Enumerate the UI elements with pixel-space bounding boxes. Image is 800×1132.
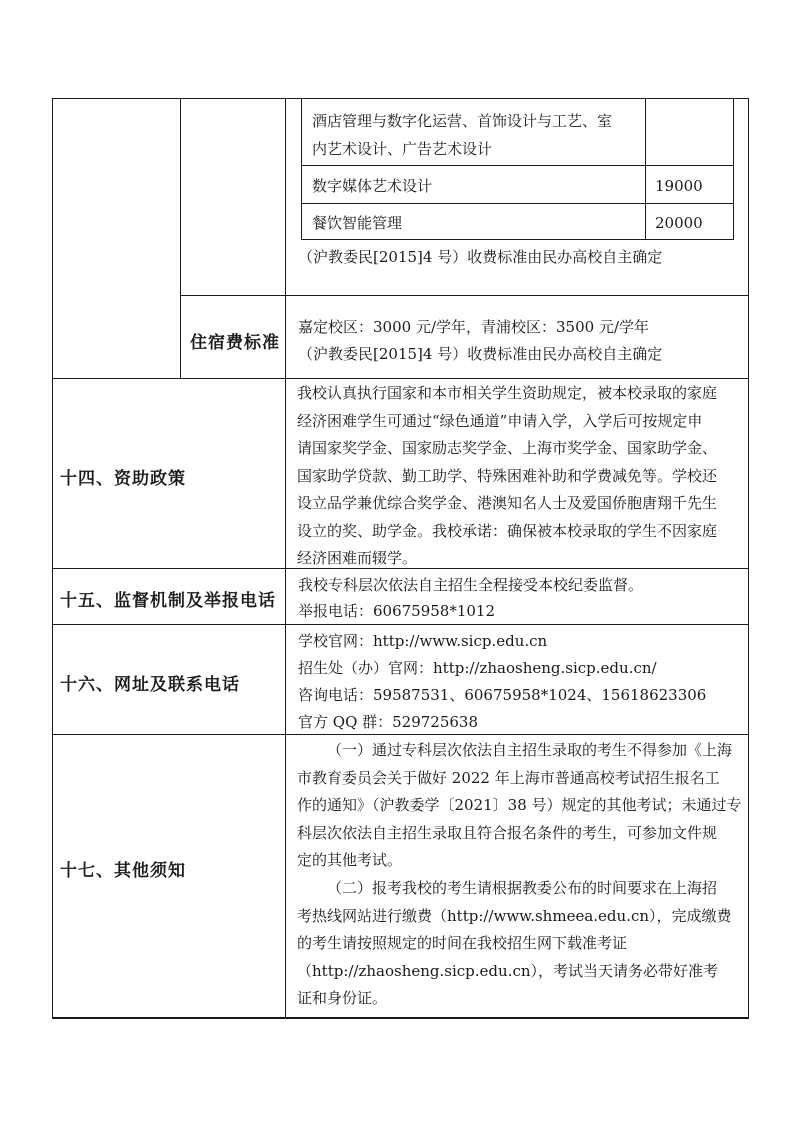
text-line: （二）报考我校的考生请根据教委公布的时间要求在上海招: [327, 879, 718, 897]
fee-table-row-line: [301, 165, 734, 166]
fee-amount-cell: 20000: [655, 214, 703, 232]
accommodation-note: （沪教委民[2015]4 号）收费标准由民办高校自主确定: [298, 345, 663, 363]
text-line: 我校认真执行国家和本市相关学生资助规定，被本校录取的家庭: [297, 384, 718, 402]
text-line: 经济困难而辍学。: [297, 549, 418, 567]
fee-table-bottom: [301, 239, 734, 240]
fee-table-right: [733, 98, 734, 239]
fee-amount-cell: 19000: [655, 177, 703, 195]
text-line: 请国家奖学金、国家励志奖学金、上海市奖学金、国家助学金、: [297, 439, 718, 457]
text-line: 定的其他考试。: [297, 851, 403, 869]
consult-phone: 咨询电话：59587531、60675958*1024、15618623306: [298, 686, 707, 704]
fee-table-mid: [645, 98, 646, 239]
text-line: 设立的奖、助学金。我校承诺：确保被本校录取的学生不因家庭: [297, 521, 718, 540]
report-phone: 举报电话：60675958*1012: [298, 602, 496, 620]
text-line: （一）通过专科层次依法自主招生录取的考生不得参加《上海: [327, 741, 733, 759]
text-line: 的考生请按照规定的时间在我校招生网下载准考证: [297, 934, 628, 952]
fee-table-left: [301, 98, 302, 239]
accommodation-label: 住宿费标准: [190, 333, 280, 353]
table-right-border: [748, 98, 749, 1018]
fee-note: （沪教委民[2015]4 号）收费标准由民办高校自主确定: [298, 248, 663, 266]
fee-table-row-line: [301, 203, 734, 204]
text-line: 科层次依法自主招生录取且符合报名条件的考生，可参加文件规: [297, 823, 718, 842]
text-line: 设立品学兼优综合奖学金、港澳知名人士及爱国侨胞唐翔千先生: [297, 494, 718, 512]
section-14-body: [297, 380, 742, 573]
table-left-border: [52, 98, 53, 1018]
row-line-s16-top: [52, 624, 749, 625]
text-line: 国家助学贷款、勤工助学、特殊困难补助和学费减免等。学校还: [297, 466, 718, 485]
row-line-accommodation-top: [180, 295, 749, 296]
accommodation-fee: 嘉定校区：3000 元/学年，青浦校区：3500 元/学年: [298, 318, 649, 336]
text-line: 考热线网站进行缴费（http://www.shmeea.edu.cn），完成缴费: [297, 906, 732, 925]
section-17-paragraph-1: [297, 737, 742, 875]
section-17-paragraph-2: [297, 875, 742, 1013]
row-line-s17-top: [52, 734, 749, 735]
row-line-s14-top: [52, 378, 749, 379]
text-line: 证和身份证。: [297, 989, 388, 1007]
section-17-title: 十七、其他须知: [60, 861, 186, 881]
text-line: 作的通知》（沪教委学〔2021〕38 号）规定的其他考试；未通过专: [297, 796, 742, 814]
supervision-text: 我校专科层次依法自主招生全程接受本校纪委监督。: [298, 576, 644, 594]
column-divider: [285, 98, 286, 1018]
fee-program-cell: 餐饮智能管理: [312, 214, 403, 232]
fee-program-cell: 数字媒体艺术设计: [312, 177, 433, 195]
table-bottom-border: [52, 1017, 749, 1019]
subcolumn-divider: [180, 98, 181, 378]
admissions-website: 招生处（办）官网：http://zhaosheng.sicp.edu.cn/: [298, 659, 657, 677]
qq-group: 官方 QQ 群：529725638: [298, 713, 479, 731]
section-14-title: 十四、资助政策: [60, 469, 186, 489]
school-website: 学校官网：http://www.sicp.edu.cn: [298, 632, 548, 650]
text-line: （http://zhaosheng.sicp.edu.cn），考试当天请务必带好准考: [297, 961, 719, 980]
fee-program-cell: 内艺术设计、广告艺术设计: [312, 140, 493, 158]
section-16-title: 十六、网址及联系电话: [60, 675, 240, 695]
section-15-title: 十五、监督机制及举报电话: [60, 591, 276, 611]
fee-program-cell: 酒店管理与数字化运营、首饰设计与工艺、室: [312, 112, 613, 130]
text-line: 市教育委员会关于做好 2022 年上海市普通高校考试招生报名工: [297, 768, 720, 787]
text-line: 经济困难学生可通过“绿色通道”申请入学，入学后可按规定申: [297, 411, 703, 430]
